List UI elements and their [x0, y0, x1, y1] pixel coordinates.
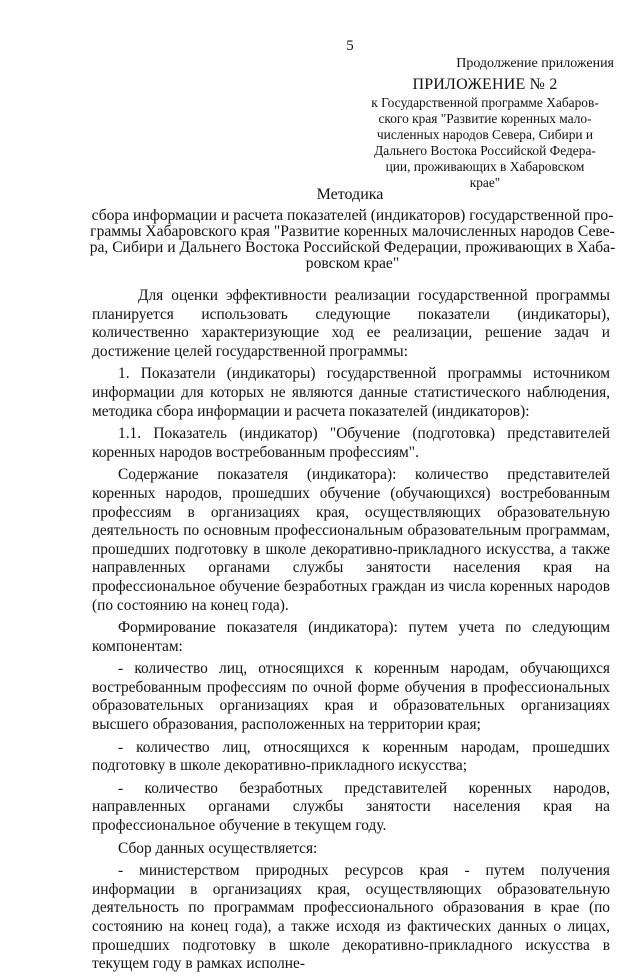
paragraph: 1.1. Показатель (индикатор) "Обучение (подготовка) представителей коренных народов востребованным профессиям".	[92, 425, 610, 461]
document-title: Методика	[316, 186, 384, 203]
paragraph: Сбор данных осуществляется:	[118, 839, 318, 857]
document-subtitle: сбора информации и расчета показателей (индикаторов) государственной про- граммы Хабаровского края "Развитие коренных малочисленных народов Севе- ра, Сибири и Дальнего Востока Российской Федерации, проживающих в Хаба- ровском крае"	[89, 207, 616, 272]
paragraph: Формирование показателя (индикатора): путем учета по следующим компонентам:	[92, 619, 610, 655]
paragraph: - количество лиц, относящихся к коренным народам, обучающихся востребованным профессиям по очной форме обучения в профессиональных образовательных организациях края и образовательных организациях высшего образования, расположенных на территории края;	[92, 660, 610, 734]
appendix-header	[350, 76, 620, 191]
paragraph: Содержание показателя (индикатора): количество представителей коренных народов, прошедших обучение (обучающихся) востребованным профессиям в организациях края, осуществляющих образовательную деятельность по основным профессиональным образовательным программам, прошедших подготовку в школе декоративно-прикладного искусства, а также направленных органами службы занятости населения края на профессиональное обучение безработных граждан из числа коренных народов (по состоянию на конец года).	[92, 466, 610, 614]
paragraph: Для оценки эффективности реализации государственной программы планируется использовать следующие показатели (индикаторы), количественно характеризующие ход ее реализации, решение задач и достижение целей государственной программы:	[92, 287, 610, 360]
appendix-title: ПРИЛОЖЕНИЕ № 2	[412, 76, 558, 93]
document-body	[92, 287, 610, 978]
page-number: 5	[346, 38, 354, 54]
paragraph: - министерством природных ресурсов края - путем получения информации в организациях края, осуществляющих образовательную деятельность по программам профессионального образования в крае (по состоянию на конец года), а также исходя из фактических данных о лицах, прошедших подготовку в школе декоративно-прикладного искусства в текущем году в рамках исполне-	[92, 862, 610, 973]
paragraph: - количество лиц, относящихся к коренным народам, прошедших подготовку в школе декоративно-прикладного искусства;	[92, 738, 610, 775]
appendix-subtitle: к Государственной программе Хабаров- ского края "Развитие коренных мало- численных народов Севера, Сибири и Дальнего Востока Российской Федера- ции, проживающих в Хабаровском крае"	[371, 95, 599, 190]
paragraph: 1. Показатели (индикаторы) государственной программы источником информации для которых не являются данные статистического наблюдения, методика сбора информации и расчета показателей (индикаторов):	[92, 365, 610, 420]
paragraph: - количество безработных представителей коренных народов, направленных органами службы занятости населения края на профессиональное обучение в текущем году.	[92, 779, 610, 835]
continuation-note: Продолжение приложения	[456, 56, 614, 71]
